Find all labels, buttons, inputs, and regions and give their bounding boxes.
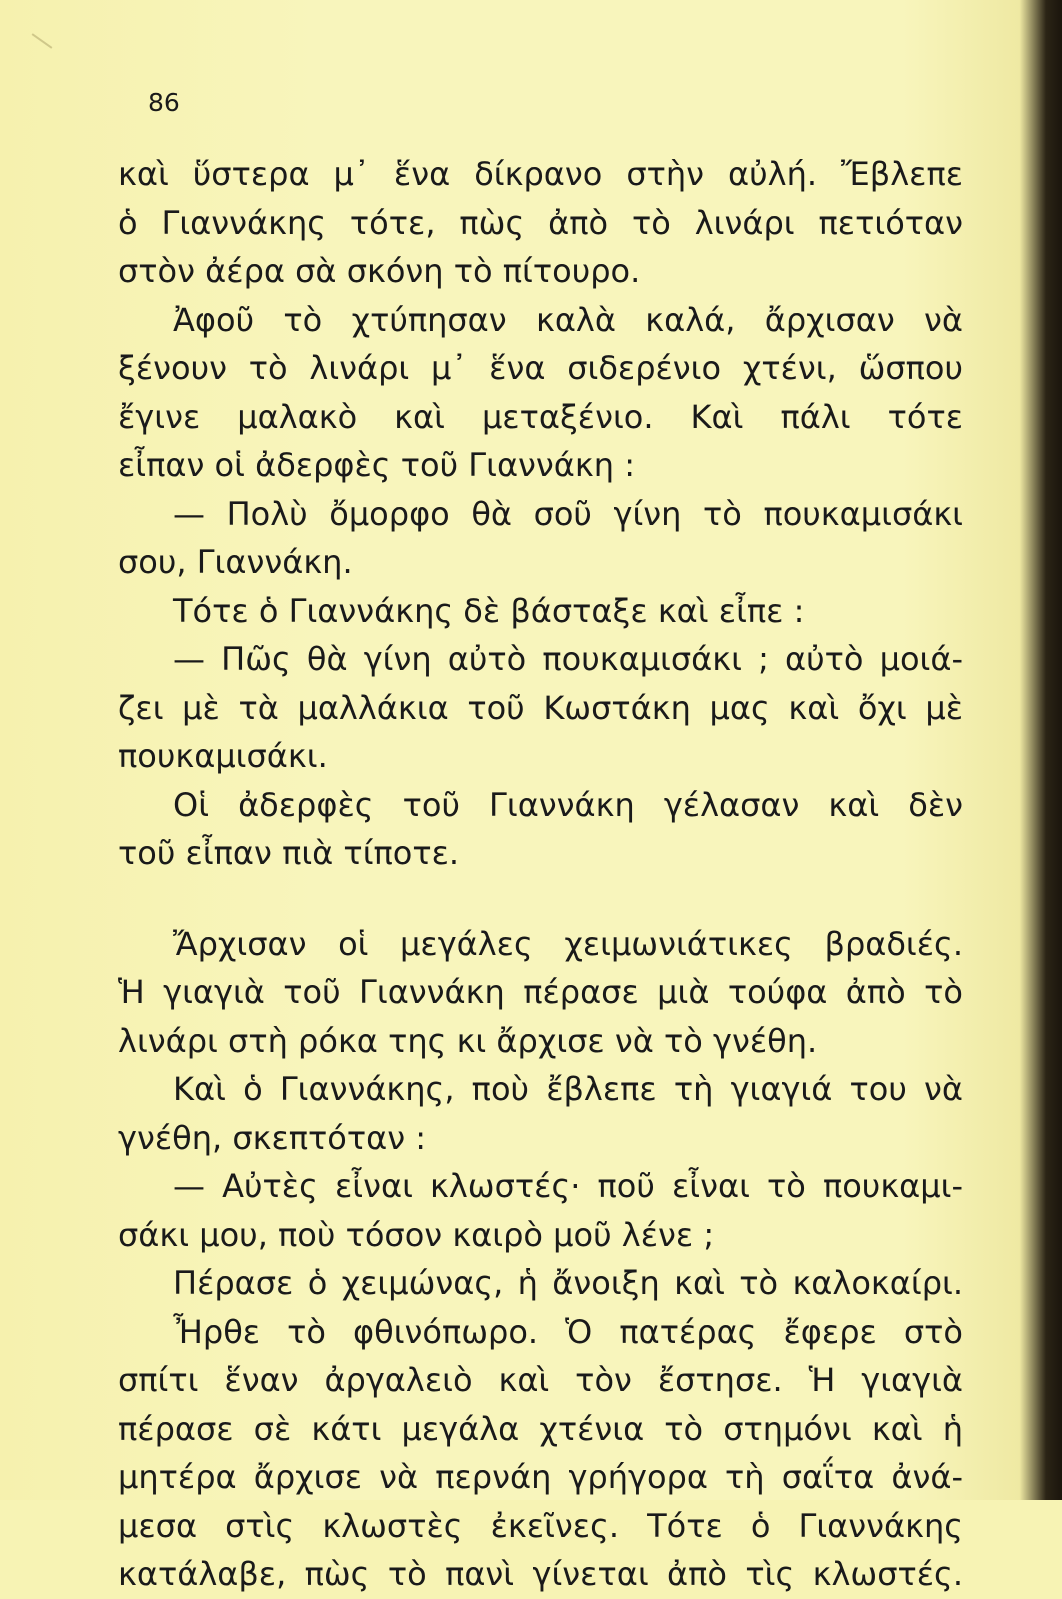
corner-crease: [32, 33, 53, 48]
text-line: Τότε ὁ Γιαννάκης δὲ βάσταξε καὶ εἶπε :: [173, 591, 805, 630]
text-line: — Αὐτὲς εἶναι κλωστές· ποῦ εἶναι τὸ πουκαμι-: [173, 1167, 963, 1205]
text-line: — Πῶς θὰ γίνη αὐτὸ πουκαμισάκι ; αὐτὸ μοιά-: [173, 640, 963, 678]
text-line: μητέρα ἄρχισε νὰ περνάη γρήγορα τὴ σαΐτα ἀνά-: [118, 1458, 963, 1496]
text-line: Πέρασε ὁ χειμώνας, ἡ ἄνοιξη καὶ τὸ καλοκαίρι.: [173, 1264, 963, 1302]
text-line: Ἦρθε τὸ φθινόπωρο. Ὁ πατέρας ἔφερε στὸ: [173, 1312, 963, 1351]
text-line: — Πολὺ ὄμορφο θὰ σοῦ γίνη τὸ πουκαμισάκι: [173, 494, 963, 533]
text-line: εἶπαν οἱ ἀδερφὲς τοῦ Γιαννάκη :: [118, 446, 635, 484]
text-line: λινάρι στὴ ρόκα της κι ἄρχισε νὰ τὸ γνέθη.: [118, 1021, 818, 1060]
text-line: Οἱ ἀδερφὲς τοῦ Γιαννάκη γέλασαν καὶ δὲν: [173, 785, 963, 824]
text-line: ζει μὲ τὰ μαλλάκια τοῦ Κωστάκη μας καὶ ὄχι μὲ: [118, 688, 963, 727]
text-line: σάκι μου, ποὺ τόσον καιρὸ μοῦ λένε ;: [118, 1215, 715, 1254]
text-line: καὶ ὕστερα μ᾽ ἕνα δίκρανο στὴν αὐλή. Ἔβλεπε: [118, 155, 963, 193]
text-line: μεσα στὶς κλωστὲς ἐκεῖνες. Τότε ὁ Γιαννάκης: [118, 1506, 963, 1545]
text-line: Ἄρχισαν οἱ μεγάλες χειμωνιάτικες βραδιές.: [173, 924, 963, 963]
text-line: στὸν ἀέρα σὰ σκόνη τὸ πίτουρο.: [118, 252, 641, 290]
text-line: ἔγινε μαλακὸ καὶ μεταξένιο. Καὶ πάλι τότε: [118, 397, 963, 436]
text-line: κατάλαβε, πὼς τὸ πανὶ γίνεται ἀπὸ τὶς κλωστές.: [118, 1555, 963, 1593]
page-number: 86: [148, 88, 180, 117]
text-line: πουκαμισάκι.: [118, 737, 328, 775]
text-line: σου, Γιαννάκη.: [118, 543, 353, 581]
text-line: Καὶ ὁ Γιαννάκης, ποὺ ἔβλεπε τὴ γιαγιά του νὰ: [173, 1070, 963, 1108]
text-line: γνέθη, σκεπτόταν :: [118, 1118, 427, 1157]
text-line: ὁ Γιαννάκης τότε, πὼς ἀπὸ τὸ λινάρι πετιόταν: [118, 203, 963, 242]
text-line: Ἀφοῦ τὸ χτύπησαν καλὰ καλά, ἄρχισαν νὰ: [173, 300, 963, 339]
text-line: τοῦ εἶπαν πιὰ τίποτε.: [118, 834, 460, 872]
body-text: [118, 150, 963, 1599]
text-line: ξένουν τὸ λινάρι μ᾽ ἕνα σιδερένιο χτένι, ὥσπου: [118, 349, 963, 387]
paragraph-gap: [118, 878, 963, 920]
text-line: Ἡ γιαγιὰ τοῦ Γιαννάκη πέρασε μιὰ τούφα ἀπὸ τὸ: [118, 973, 963, 1011]
text-line: πέρασε σὲ κάτι μεγάλα χτένια τὸ στημόνι καὶ ἡ: [118, 1409, 963, 1448]
text-line: σπίτι ἕναν ἀργαλειὸ καὶ τὸν ἔστησε. Ἡ γιαγιὰ: [118, 1361, 963, 1399]
